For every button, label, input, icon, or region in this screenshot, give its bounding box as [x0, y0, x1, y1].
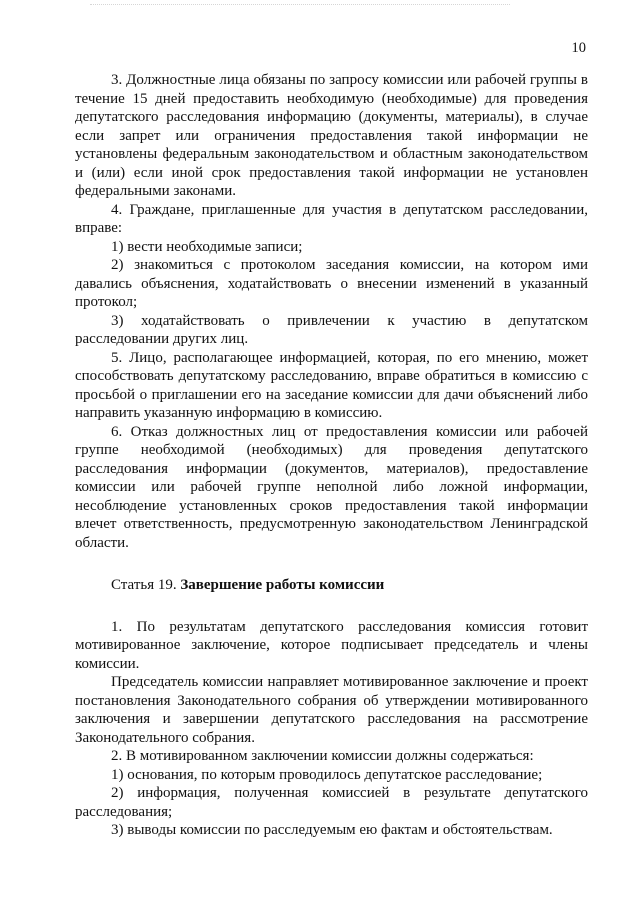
document-body	[75, 71, 588, 840]
paragraph: Председатель комиссии направляет мотивированное заключение и проект постановления Законодательного собрания об утверждении мотивированного заключения и завершении депутатского расследования на рассмотрение Законодательного собрания.	[75, 674, 588, 746]
list-item: 2) информация, полученная комиссией в результате депутатского расследования;	[75, 785, 588, 820]
paragraph: 6. Отказ должностных лиц от предоставления комиссии или рабочей группе необходимой (необходимых) для проведения депутатского расследования информации (документов, материалов), предоставление комиссии или рабочей группе неполной либо ложной информации, несоблюдение установленных сроков предоставления такой информации влечет ответственность, предусмотренную законодательством Ленинградской области.	[75, 423, 588, 551]
list-item: 3) ходатайствовать о привлечении к участию в депутатском расследовании других лиц.	[75, 312, 588, 347]
list-item: 2) знакомиться с протоколом заседания комиссии, на котором ими давались объяснения, ходатайствовать о внесении изменений в указанный протокол;	[75, 257, 588, 310]
paragraph: 5. Лицо, располагающее информацией, которая, по его мнению, может способствовать депутатскому расследованию, вправе обратиться в комиссию с просьбой о приглашении его на заседание комиссии для дачи объяснений либо направить указанную информацию в комиссию.	[75, 349, 588, 421]
list-item: 1) вести необходимые записи;	[111, 238, 303, 255]
article-title: Завершение работы комиссии	[180, 577, 385, 593]
article-heading	[75, 576, 588, 595]
paragraph: 2. В мотивированном заключении комиссии должны содержаться:	[111, 748, 534, 764]
article-number: Статья 19.	[111, 577, 181, 593]
list-item: 3) выводы комиссии по расследуемым ею фактам и обстоятельствам.	[111, 822, 553, 838]
scan-artifact-line	[90, 4, 510, 7]
paragraph: 3. Должностные лица обязаны по запросу комиссии или рабочей группы в течение 15 дней предоставить необходимую (необходимые) для проведения депутатского расследования информацию (документы, материалы), в случае если запрет или ограничения предоставления такой информации не установлены федеральным законодательством и областным законодательством и (или) если иной срок предоставления такой информации не установлен федеральными законами.	[75, 72, 588, 199]
list-item: 1) основания, по которым проводилось депутатское расследование;	[111, 766, 543, 783]
paragraph: 1. По результатам депутатского расследования комиссия готовит мотивированное заключение, которое подписывает председатель и члены комиссии.	[75, 618, 588, 672]
page-number: 10	[571, 40, 586, 56]
paragraph: 4. Граждане, приглашенные для участия в депутатском расследовании, вправе:	[75, 201, 588, 236]
